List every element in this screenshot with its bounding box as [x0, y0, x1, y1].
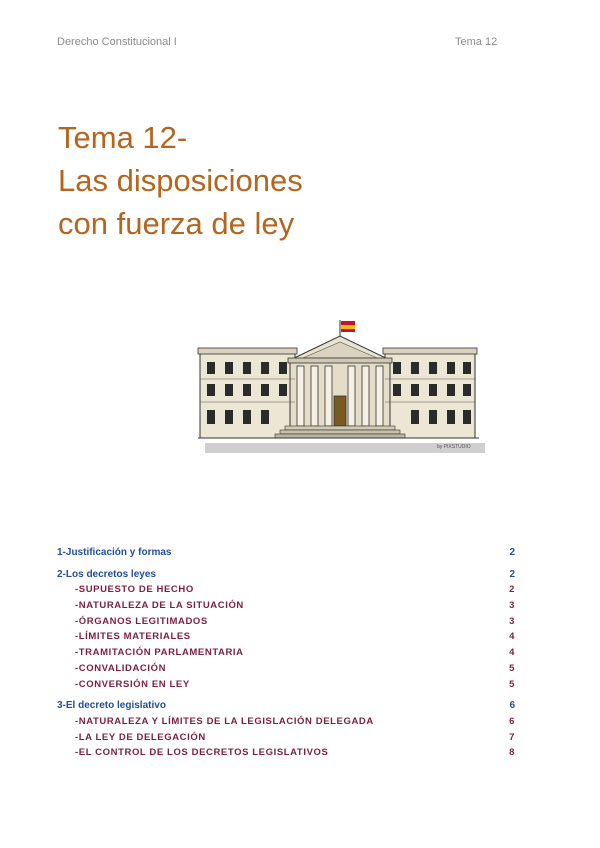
toc-entry-page: 6 [509, 715, 515, 727]
document-header-right: Tema 12 [455, 36, 498, 48]
toc-entry-label: -CONVERSIÓN EN LEY [75, 678, 190, 690]
title-line-3: con fuerza de ley [58, 206, 295, 241]
toc-subentry[interactable] [57, 714, 515, 730]
title-line-1: Tema 12- [58, 120, 188, 155]
toc-entry-label: -LÍMITES MATERIALES [75, 631, 191, 643]
toc-entry[interactable] [57, 545, 515, 561]
toc-entry-page: 4 [509, 631, 515, 643]
toc-entry-page: 2 [509, 584, 515, 596]
image-credit: by PIXSTUDIO [437, 444, 471, 450]
toc-entry-page: 6 [509, 700, 515, 712]
toc-entry[interactable] [57, 567, 515, 583]
toc-entry-label: -CONVALIDACIÓN [75, 662, 167, 674]
toc-subentry[interactable] [57, 645, 515, 661]
toc-entry[interactable] [57, 698, 515, 714]
toc-entry-label: -SUPUESTO DE HECHO [75, 584, 194, 596]
toc-subentry[interactable] [57, 745, 515, 761]
toc-entry-page: 2 [509, 568, 515, 580]
toc-subentry[interactable] [57, 629, 515, 645]
toc-entry-page: 5 [509, 678, 515, 690]
toc-subentry[interactable] [57, 598, 515, 614]
toc-entry-label: -TRAMITACIÓN PARLAMENTARIA [75, 647, 244, 659]
toc-entry-page: 4 [509, 647, 515, 659]
toc-entry-page: 7 [509, 731, 515, 743]
table-of-contents [57, 545, 515, 761]
toc-subentry[interactable] [57, 677, 515, 693]
toc-entry-label: 3-El decreto legislativo [57, 700, 166, 712]
toc-entry-page: 8 [509, 747, 515, 759]
toc-entry-label: -NATURALEZA DE LA SITUACIÓN [75, 600, 244, 612]
page-title [58, 116, 303, 245]
document-header-left: Derecho Constitucional I [57, 36, 177, 48]
toc-entry-label: 1-Justificación y formas [57, 547, 172, 558]
toc-entry-page: 2 [509, 547, 515, 558]
toc-subentry[interactable] [57, 661, 515, 677]
toc-entry-page: 5 [509, 662, 515, 674]
toc-entry-label: -EL CONTROL DE LOS DECRETOS LEGISLATIVOS [75, 747, 329, 759]
toc-entry-label: -LA LEY DE DELEGACIÓN [75, 731, 206, 743]
title-line-2: Las disposiciones [58, 163, 303, 198]
toc-subentry[interactable] [57, 582, 515, 598]
toc-subentry[interactable] [57, 730, 515, 746]
toc-entry-label: -NATURALEZA Y LÍMITES DE LA LEGISLACIÓN DELEGADA [75, 715, 374, 727]
toc-entry-page: 3 [509, 615, 515, 627]
congress-building-illustration [195, 318, 485, 458]
toc-entry-page: 3 [509, 600, 515, 612]
toc-entry-label: -ÓRGANOS LEGITIMADOS [75, 615, 208, 627]
toc-subentry[interactable] [57, 614, 515, 630]
toc-entry-label: 2-Los decretos leyes [57, 568, 156, 580]
